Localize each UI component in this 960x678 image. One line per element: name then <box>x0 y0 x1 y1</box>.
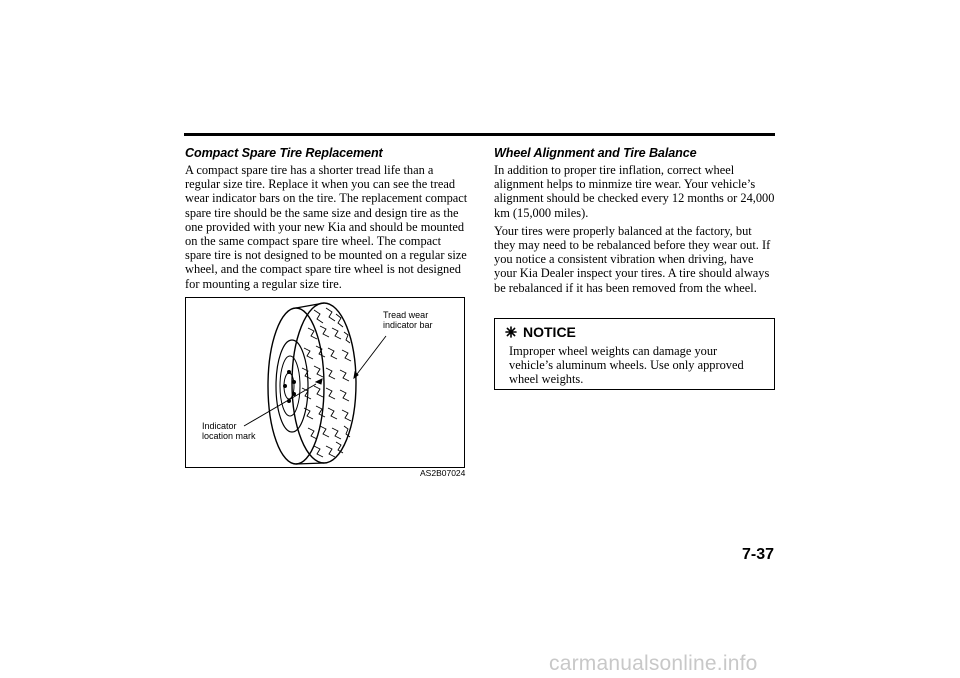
indicator-location-callout: Indicator location mark <box>202 421 256 441</box>
notice-title: NOTICE <box>505 324 576 340</box>
spare-tire-paragraph: A compact spare tire has a shorter tread life than a regular size tire. Replace it when you can see the tread wear indicator bars on the tire. The replacement compact spare tire should be the same size and design tire as the one provided with your new Kia and should be mounted on the same compact spare tire wheel. The compact spare tire is not designed to be mounted on a regular size wheel, and the compact spare tire wheel is not designed for mounting a regular size tire. <box>185 163 468 291</box>
header-rule <box>184 133 775 136</box>
balance-paragraph: Your tires were properly balanced at the factory, but they may need to be rebalanced before they wear out. If you notice a consistent vibration when driving, have your Kia Dealer inspect your tires. A tire should always be rebalanced if it has been removed from the wheel. <box>494 223 771 295</box>
watermark: carmanualsonline.info <box>549 652 758 675</box>
alignment-paragraph: In addition to proper tire inflation, correct wheel alignment helps to minmize tire wear. Your vehicle’s alignment should be checked every 12 months or 24,000 km (15,000 miles). <box>494 163 775 220</box>
tread-wear-callout: Tread wear indicator bar <box>383 310 433 330</box>
tread-pattern <box>302 308 351 457</box>
tread-leader-line <box>354 336 386 378</box>
left-column <box>185 146 468 295</box>
indicator-mark <box>316 379 322 384</box>
notice-asterisk-icon <box>505 326 517 338</box>
notice-text: Improper wheel weights can damage your vehicle’s aluminum wheels. Use only approved wheel weights. <box>509 344 744 387</box>
page-number: 7-37 <box>742 546 775 563</box>
right-column <box>494 146 776 299</box>
figure-code: AS2B07024 <box>420 468 466 478</box>
notice-box <box>494 318 775 390</box>
section-heading-spare-tire: Compact Spare Tire Replacement <box>185 146 383 160</box>
section-heading-alignment: Wheel Alignment and Tire Balance <box>494 146 697 160</box>
